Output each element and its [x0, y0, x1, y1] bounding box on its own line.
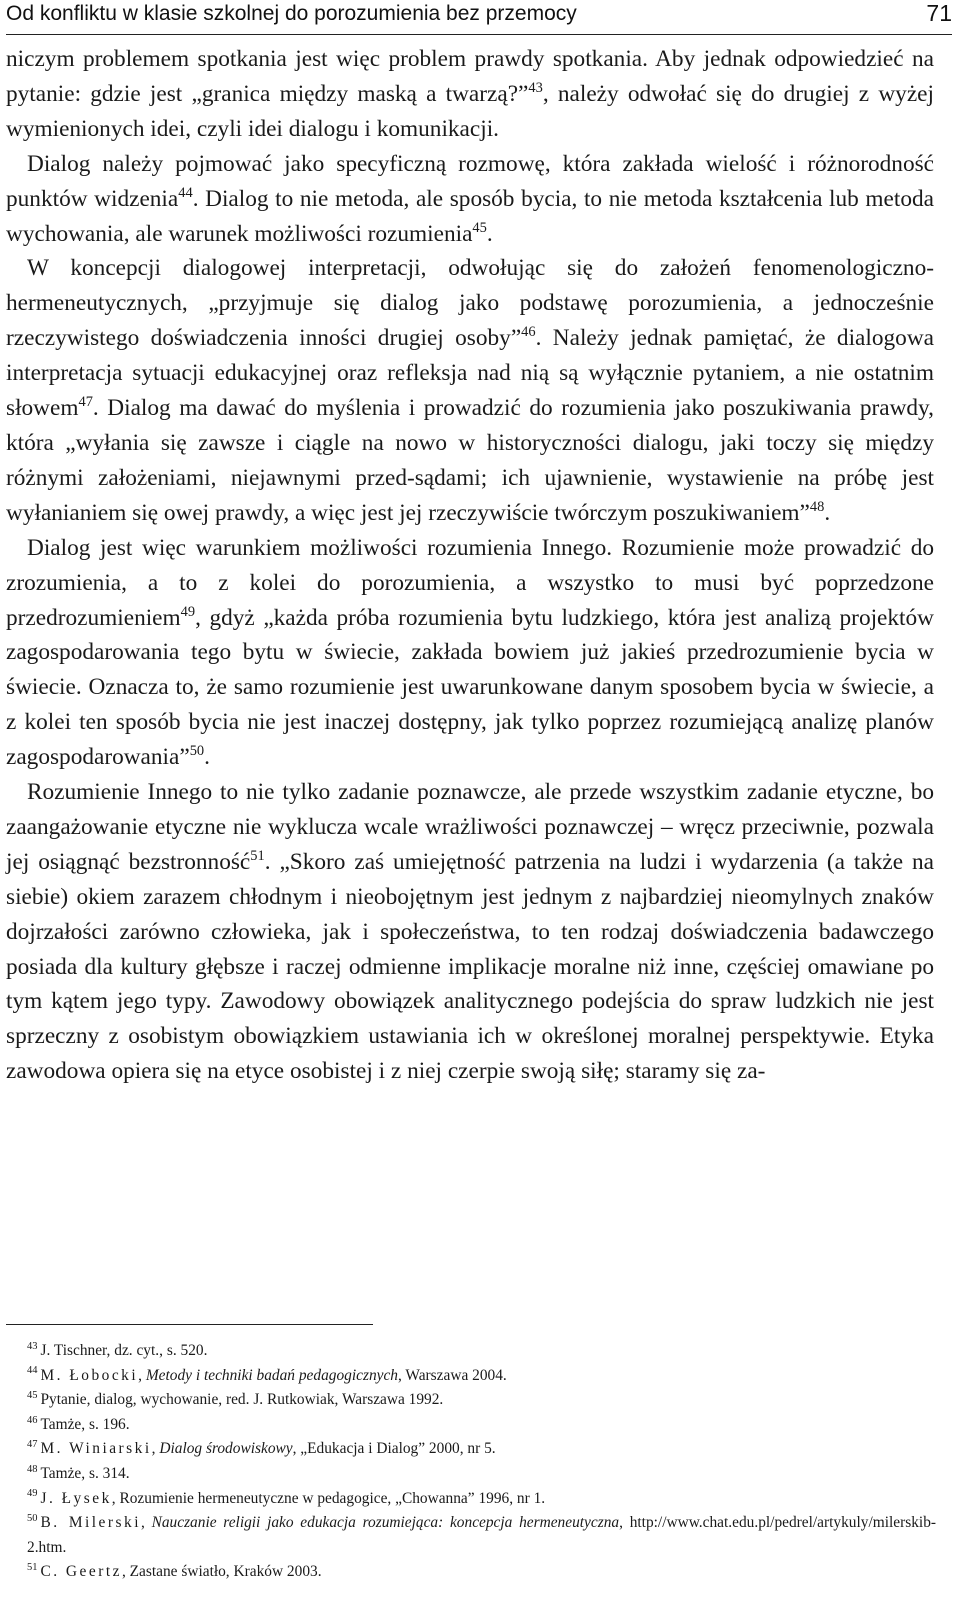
- footnote-text: , http://www.chat.edu.pl/pedrel/artykuly/milerskib-2.htm.: [27, 1514, 937, 1556]
- footnote-number: 44: [27, 1365, 38, 1377]
- footnote-ref[interactable]: 48: [809, 498, 825, 515]
- paragraph: [6, 775, 934, 1089]
- footnote-author: M. Łobocki: [40, 1366, 139, 1384]
- footnote: [6, 1487, 936, 1512]
- footnote-title: Dialog środowiskowy: [159, 1440, 293, 1458]
- paragraph-text: Dialog należy pojmować jako specyficzną rozmowę, która zakłada wielość i różnorodność punktów widzenia: [6, 150, 934, 212]
- footnote-ref[interactable]: 46: [521, 324, 536, 341]
- paragraph-text: . Należy jednak pamiętać, że dialogowa interpretacja sytuacji edukacyjnej oraz refleksja nad nią są wyłącznie pytaniem, a nie ostatnim słowem: [6, 325, 934, 422]
- footnote-separator: [6, 1324, 373, 1325]
- paragraph: [6, 147, 934, 252]
- footnote-number: 50: [27, 1512, 38, 1524]
- footnote-text: Pytanie, dialog, wychowanie, red. J. Rutkowiak, Warszawa 1992.: [40, 1391, 444, 1409]
- paragraph-text: .: [486, 220, 493, 247]
- paragraph: [6, 251, 934, 530]
- footnotes: [6, 1339, 936, 1585]
- footnote: $^{47}$ M. Winiarski, Dialog środowiskowy, „Edukacja i Dialog” 2000, nr 5.: [27, 1439, 496, 1458]
- paragraph-text: , gdyż „każda próba rozumienia bytu ludzkiego, która jest analizą projektów zagospodarowania tego bytu w świecie, zakłada bowiem już jakieś przedrozumienie bycia w świecie. Oznacza to, że samo rozumienie jest uwarunkowane danym sposobem bycia w świecie, a z kolei ten sposób bycia nie jest inaczej dostępny, jak tylko poprzez rozumiejącą analizę planów zagospodarowania”: [6, 604, 934, 771]
- paragraph: [6, 531, 934, 775]
- footnote-ref[interactable]: 49: [180, 603, 196, 620]
- footnote-ref[interactable]: 50: [189, 743, 205, 760]
- paragraph-text: W koncepcji dialogowej interpretacji, odwołując się do założeń fenomenologiczno-hermeneutycznych, „przyjmuje się dialog jako podstawę porozumienia, a jednocześnie rzeczywistego doświadczenia inności drugiej osoby”: [6, 255, 934, 352]
- footnote-number: 46: [27, 1414, 38, 1426]
- paragraph-text: . „Skoro zaś umiejętność patrzenia na ludzi i wydarzenia (a także na siebie) okiem zarazem chłodnym i nieobojętnym jest jednym z najbardziej nieomylnych znaków dojrzałości zarówno człowieka, jak i społeczeństwa, to ten rodzaj doświadczenia badawczego posiada dla kultury głębsze i raczej odmienne implikacje moralne niż inne, częściej omawiane po tym kątem jego typy. Zawodowy obowiązek analitycznego podejścia do spraw ludzkich nie jest sprzeczny z osobistym obowiązkiem ustawiania ich w określonej moralnej perspektywie. Etyka zawodowa opiera się na etyce osobistej i z niej czerpie swoją siłę; staramy się za-: [6, 848, 934, 1085]
- paragraph-text: . Dialog ma dawać do myślenia i prowadzić do rozumienia jako poszukiwania prawdy, która „wyłania się zawsze i ciągle na nowo w historyczności dialogu, jaki toczy się między różnymi założeniami, niejawnymi przed-sądami; ich ujawnienie, wystawienie na próbę jest wyłanianiem się owej prawdy, a więc jest jej rzeczywiście twórczym poszukiwaniem”: [6, 395, 934, 526]
- footnote-number: 48: [27, 1463, 38, 1475]
- footnote-text: , Rozumienie hermeneutyczne w pedagogice, „Chowanna” 1996, nr 1.: [111, 1489, 546, 1507]
- footnote-author: M. Winiarski: [40, 1440, 152, 1458]
- footnote: [6, 1413, 936, 1438]
- footnote: [6, 1339, 936, 1364]
- footnote-ref[interactable]: 51: [250, 847, 265, 864]
- footnote-text: , Zastane światło, Kraków 2003.: [121, 1563, 322, 1581]
- footnote-title: Nauczanie religii jako edukacja rozumiejąca: koncepcja hermeneutyczna: [151, 1514, 620, 1532]
- footnote-text: J. Tischner, dz. cyt., s. 520.: [40, 1342, 208, 1359]
- paragraph-text: Rozumienie Innego to nie tylko zadanie poznawcze, ale przede wszystkim zadanie etyczne, bo zaangażowanie etyczne nie wyklucza wcale wrażliwości poznawczej – wręcz przeciwnie, pozwala jej osiągnąć bezstronność: [6, 779, 934, 875]
- paragraph-text: Dialog jest więc warunkiem możliwości rozumienia Innego. Rozumienie może prowadzić do zrozumienia, a to z kolei do porozumienia, a wszystko to musi być poprzedzone przedrozumieniem: [6, 534, 934, 631]
- main-text: [6, 42, 934, 1089]
- running-title: Od konfliktu w klasie szkolnej do porozumienia bez przemocy: [6, 2, 577, 25]
- footnote-number: 49: [27, 1488, 38, 1500]
- footnote-title: Metody i techniki badań pedagogicznych: [145, 1366, 399, 1384]
- footnote: [6, 1560, 936, 1585]
- footnote-text: , Warszawa 2004.: [398, 1366, 507, 1384]
- footnote: $^{50}$ B. Milerski, Nauczanie religii jako edukacja rozumiejąca: koncepcja hermeneutyczna, http://www.chat.edu.pl/pedrel/artykuly/milerskib-2.htm.: [27, 1512, 937, 1556]
- footnote-number: 43: [27, 1340, 38, 1352]
- footnote-ref[interactable]: 44: [178, 184, 193, 201]
- footnote-ref[interactable]: 45: [472, 219, 487, 236]
- footnote-number: 47: [27, 1439, 38, 1451]
- paragraph-text: niczym problemem spotkania jest więc problem prawdy spotkania. Aby jednak odpowiedzieć na pytanie: gdzie jest „granica między maską a twarzą?”: [6, 46, 934, 107]
- footnote-ref[interactable]: 43: [528, 79, 543, 96]
- footnote-author: B. Milerski: [40, 1514, 141, 1532]
- footnote-text: Tamże, s. 196.: [40, 1415, 130, 1433]
- footnote: [6, 1462, 936, 1487]
- paragraph-text: .: [204, 744, 210, 771]
- page-number: 71: [926, 0, 952, 26]
- footnote-author: J. Łysek: [40, 1489, 112, 1507]
- footnote-text: , „Edukacja i Dialog” 2000, nr 5.: [292, 1440, 496, 1458]
- footnote-number: 51: [27, 1562, 38, 1574]
- footnote-number: 45: [27, 1389, 38, 1401]
- running-header: [6, 0, 952, 35]
- footnote-ref[interactable]: 47: [78, 394, 93, 411]
- footnote-text: Tamże, s. 314.: [40, 1464, 130, 1482]
- paragraph: [6, 42, 934, 147]
- paragraph-text: .: [824, 499, 831, 526]
- footnote: [6, 1388, 936, 1413]
- footnote: $^{44}$ M. Łobocki, Metody i techniki badań pedagogicznych, Warszawa 2004.: [27, 1365, 507, 1384]
- paragraph-text: . Dialog to nie metoda, ale sposób bycia, to nie metoda kształcenia lub metoda wychowania, ale warunek możliwości rozumienia: [6, 185, 934, 247]
- footnote-author: C. Geertz: [40, 1563, 122, 1581]
- paragraph-text: , należy odwołać się do drugiej z wyżej wymienionych idei, czyli idei dialogu i komunikacji.: [6, 80, 934, 142]
